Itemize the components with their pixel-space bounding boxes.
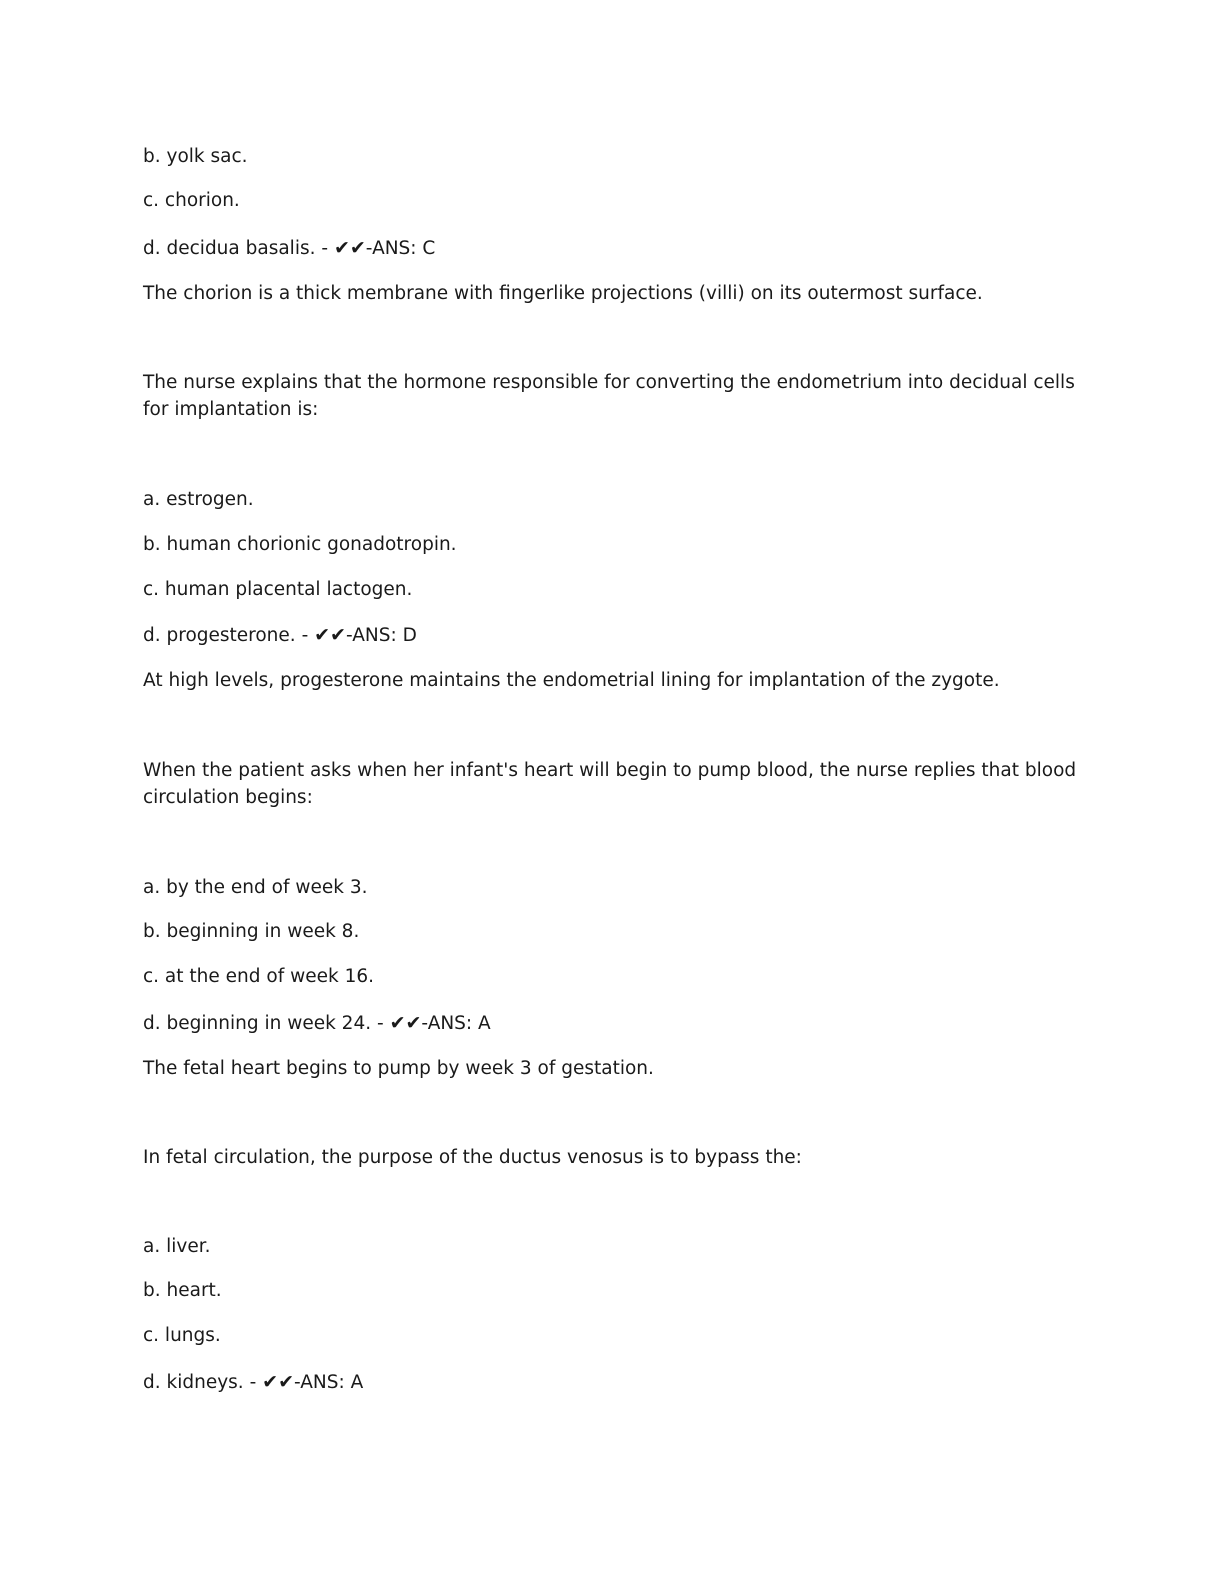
question: When the patient asks when her infant's heart will begin to pump blood, the nurse replies that blood circulation begins: xyxy=(143,760,1077,808)
double-check-icon: ✔✔ xyxy=(389,1012,422,1034)
separator: - xyxy=(377,1013,384,1034)
double-check-icon: ✔✔ xyxy=(333,237,366,259)
option-d: d. decidua basalis. xyxy=(143,238,316,259)
question: In fetal circulation, the purpose of the ductus venosus is to bypass the: xyxy=(143,1147,802,1168)
option-b: b. beginning in week 8. xyxy=(143,921,360,942)
option-d: d. kidneys. xyxy=(143,1372,244,1393)
question: The nurse explains that the hormone responsible for converting the endometrium into decidual cells for implantation is: xyxy=(143,372,1075,420)
option-c: c. chorion. xyxy=(143,190,240,211)
option-a: a. estrogen. xyxy=(143,489,254,510)
option-c: c. lungs. xyxy=(143,1325,221,1346)
answer-line xyxy=(143,1369,1083,1396)
option-b: b. human chorionic gonadotropin. xyxy=(143,534,457,555)
answer-label: -ANS: D xyxy=(345,625,417,646)
option-d: d. beginning in week 24. xyxy=(143,1013,372,1034)
answer-line xyxy=(143,1010,1083,1037)
double-check-icon: ✔✔ xyxy=(314,624,346,646)
option-c: c. at the end of week 16. xyxy=(143,966,374,987)
rationale: The chorion is a thick membrane with fingerlike projections (villi) on its outermost surface. xyxy=(143,283,983,304)
double-check-icon: ✔✔ xyxy=(262,1371,294,1393)
rationale: At high levels, progesterone maintains the endometrial lining for implantation of the zygote. xyxy=(143,670,1000,691)
separator: - xyxy=(301,625,309,646)
option-b: b. heart. xyxy=(143,1280,222,1301)
option-a: a. by the end of week 3. xyxy=(143,877,368,898)
answer-line xyxy=(143,622,1083,649)
rationale: The fetal heart begins to pump by week 3 of gestation. xyxy=(143,1058,654,1079)
answer-line xyxy=(143,235,1083,262)
separator: - xyxy=(249,1372,257,1393)
separator: - xyxy=(321,238,329,259)
option-d: d. progesterone. xyxy=(143,625,296,646)
option-a: a. liver. xyxy=(143,1236,211,1257)
answer-label: -ANS: C xyxy=(365,238,436,259)
answer-label: -ANS: A xyxy=(294,1372,364,1393)
answer-label: -ANS: A xyxy=(421,1013,491,1034)
option-c: c. human placental lactogen. xyxy=(143,579,413,600)
option-b: b. yolk sac. xyxy=(143,146,248,167)
